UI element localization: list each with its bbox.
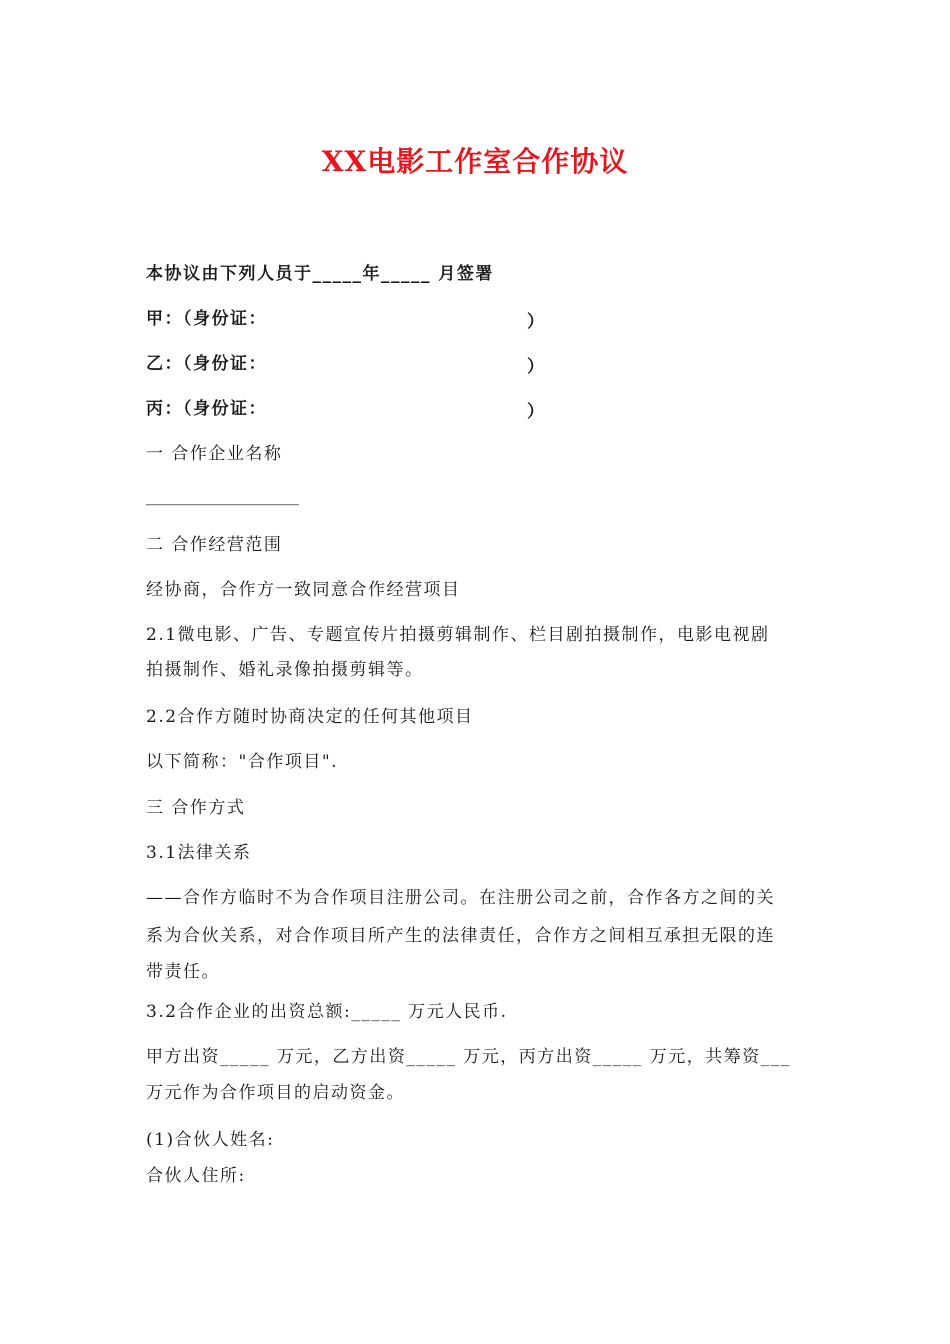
document-title: XX电影工作室合作协议 (321, 145, 629, 178)
item-2-1-line-1: 2.1微电影、广告、专题宣传片拍摄剪辑制作、栏目剧拍摄制作，电影电视剧 (146, 625, 770, 645)
legal-line-3: 带责任。 (146, 962, 220, 982)
legal-line-2: 系为合伙关系，对合作项目所产生的法律责任，合作方之间相互承担无限的连 (146, 926, 775, 946)
party-a-close-paren: ） (527, 312, 544, 332)
capital-line-2: 万元作为合作项目的启动资金。 (146, 1083, 405, 1103)
party-a-line: 甲：（身份证： (146, 309, 267, 329)
partner-name-line: (1)合伙人姓名: (146, 1130, 275, 1150)
section-2-heading: 二 合作经营范围 (146, 535, 283, 555)
party-b-close-paren: ） (527, 357, 544, 377)
section-2-intro: 经协商，合作方一致同意合作经营项目 (146, 580, 461, 600)
party-b-line: 乙：（身份证： (146, 354, 267, 374)
partner-address-line: 合伙人住所: (146, 1166, 246, 1186)
item-2-2: 2.2合作方随时协商决定的任何其他项目 (146, 707, 474, 727)
section-1-blank: __________________ (146, 486, 299, 506)
item-2-1-line-2: 拍摄制作、婚礼录像拍摄剪辑等。 (146, 660, 424, 680)
item-3-1: 3.1法律关系 (146, 843, 252, 863)
short-name-line: 以下简称："合作项目". (146, 752, 339, 772)
item-3-2: 3.2合作企业的出资总额:_____ 万元人民币. (146, 1002, 508, 1022)
party-c-line: 丙：（身份证： (146, 399, 267, 419)
party-c-close-paren: ） (527, 402, 544, 422)
section-1-heading: 一 合作企业名称 (146, 444, 283, 464)
intro-line: 本协议由下列人员于_____年_____ 月签署 (146, 264, 494, 284)
capital-line-1: 甲方出资_____ 万元，乙方出资_____ 万元，丙方出资_____ 万元，共筹资___ (146, 1047, 791, 1067)
section-3-heading: 三 合作方式 (146, 798, 246, 818)
legal-line-1: ——合作方临时不为合作项目注册公司。在注册公司之前，合作各方之间的关 (146, 888, 775, 908)
